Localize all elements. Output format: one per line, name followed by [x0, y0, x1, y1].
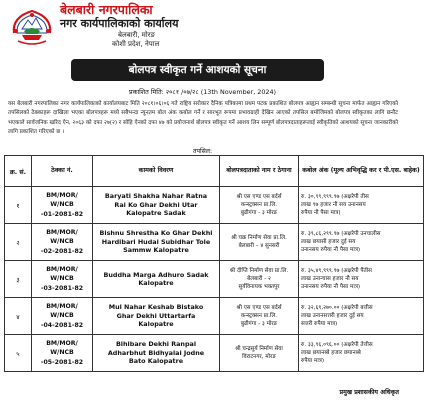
row-contract-no-line: BM/MOR/: [46, 191, 78, 199]
row-amount-line: सत्तरी रुपैया मात्र): [301, 321, 338, 328]
row-work-name: [93, 261, 220, 298]
table-row: [5, 187, 424, 224]
row-amount-line: रुपैया नौ पैसा मात्र): [301, 210, 341, 217]
row-work-name-line: Kalopatre: [138, 320, 174, 329]
row-amount-line: रु. ३०,९९,९९९.९७ (अक्षरेपी तीस: [301, 193, 369, 200]
row-contract-no: [32, 335, 93, 372]
row-sn: १: [5, 187, 32, 224]
row-amount-line: लाख उनानसत्तरी हजार दुई सय: [301, 312, 364, 319]
header-sn: क्र. सं.: [5, 156, 32, 187]
header-work-name: कामको विवरण: [93, 156, 220, 187]
row-work-name: [93, 335, 220, 372]
row-amount: [299, 298, 424, 335]
row-contract-no: [32, 261, 93, 298]
row-amount-line: रु. ३२,६९,२७०.०० (अक्षरेपी बत्तीस: [301, 304, 373, 311]
row-amount-line: लाख छयासी हजार दुई सय: [301, 238, 356, 245]
nepal-government-emblem-icon: [8, 3, 56, 47]
row-amount-line: लाख ९७ हजार नौ सय उनानसय: [301, 201, 366, 208]
office-location: बेलबारी, मोरङ: [118, 31, 156, 39]
table-header-row: [5, 156, 424, 187]
row-contract-no-line: W/NCB: [50, 201, 74, 209]
row-contract-no-line: W/NCB: [50, 312, 74, 320]
row-sn: २: [5, 224, 32, 261]
municipality-name: बेलबारी नगरपालिका: [60, 2, 153, 17]
row-work-name-line: Buddha Marga Adhuro Sadak: [103, 270, 209, 279]
row-work-name-line: Bihibare Dekhi Ranpal: [115, 340, 197, 349]
row-contract-no-line: BM/MOR/: [46, 302, 78, 310]
tender-table: [4, 155, 424, 372]
row-work-name-line: Rai Ko Ghar Dekhi Utar: [114, 200, 198, 209]
header-supplier: बोलपत्रदाताको नाम र ठेगाना: [220, 156, 299, 187]
notice-body-text: यस बेलबारी नगरपालिका नगर कार्यपालिकाको कार्यालयबाट मिति २०८१।०६।०६ गते राष्ट्रिय सरोकार दैनिक पत्रिकामा प्रथम पटक प्रकाशित बोलपत्र आह्वान सम्बन्धी सूचना मार्फत आह्वान गरिएको तपसिलको ठेक्काहरू दाखिला भएका बोलपत्रहरू मध्ये सबैभन्दा न्यूनतम बोल अंक कबोल गर्ने र सारभूत रूपमा प्रभावग्राही देखिन आएको तपसिल बमोजिमको बोलपत्र स्वीकृतका लागि छनौट भएकाले सार्वजनिक खरिद ऐन, २०६३ को दफा २७(२) र सोहि ऐनको दफा ४७ को प्रयोजनार्थ बोलपत्र स्वीकृत गर्ने आशय लिन सम्पूर्ण बोलपत्रदाताहरूलाई स्वीकृतिको आशयको सूचना जानकारीको लागि प्रकाशित गरिएको छ ।: [8, 101, 398, 135]
row-supplier-line: बुढीगंगा - ३ मोरङ: [240, 321, 278, 328]
row-work-name-line: Sammw Kalopatre: [123, 246, 189, 255]
row-amount-line: उनानसय रुपैया नौ पैसा मात्र): [301, 284, 361, 291]
row-supplier: [220, 224, 299, 261]
letterhead-text: [60, 0, 320, 49]
row-work-name-line: Adharbhut Bidhyalai Jodne: [107, 348, 205, 357]
row-work-name: [93, 224, 220, 261]
row-amount: [299, 335, 424, 372]
row-supplier-line: कन्स्ट्रक्सन प्रा.लि.: [240, 201, 278, 208]
row-supplier-line: विराटनगर, मोरङ: [242, 354, 276, 360]
table-row: [5, 335, 424, 372]
row-supplier-line: सुर्यविनायक भक्तपुर: [238, 284, 280, 291]
row-contract-no: [32, 187, 93, 224]
office-name: नगर कार्यपालिकाको कार्यालय: [60, 17, 179, 30]
row-amount-line: रुपैया मात्र): [301, 358, 325, 365]
row-sn: ३: [5, 261, 32, 298]
letterhead: [0, 0, 405, 56]
row-supplier-line: श्री एस एण्ड एस बर्दर्स: [236, 193, 282, 200]
details-label: तपसिल:: [192, 148, 213, 155]
header-amount: कबोल अंक (मूल्य अभिवृद्धि कर र पी.एस. बाहेक): [299, 156, 424, 187]
table-row: [5, 224, 424, 261]
row-contract-no-line: -01-2081-82: [40, 210, 84, 218]
row-supplier-line: श्री चन्द्रसुर्य निर्माण सेवा: [235, 345, 283, 352]
row-contract-no-line: -02-2081-82: [40, 247, 84, 255]
row-contract-no-line: BM/MOR/: [46, 265, 78, 273]
row-contract-no-line: -04-2081-82: [40, 321, 84, 329]
province-name: कोशी प्रदेश, नेपाल: [112, 40, 160, 48]
row-amount-line: रु. ३३,९६,०९६.०० (अक्षरेपी तेत्तीस: [301, 341, 373, 348]
row-supplier: [220, 261, 299, 298]
row-amount-line: रु. ३५,४९,९९९.९७ (अक्षरेपी पैंतीस: [301, 267, 372, 274]
row-amount-line: लाख उनान्चास हजार नौ सय: [301, 275, 359, 282]
signature-title: प्रमुख प्रशासकीय अधिकृत: [339, 389, 399, 396]
row-amount-line: उनानसय रुपैया नौ पैसा मात्र): [301, 247, 361, 254]
row-work-name: [93, 187, 220, 224]
row-amount: [299, 224, 424, 261]
row-supplier: [220, 187, 299, 224]
table-row: [5, 261, 424, 298]
publication-date: प्रकाशित मिति: २०८१ /०७/२८ (13th November, 2024): [128, 88, 277, 96]
row-work-name-line: Bishnu Shrestha Ko Ghar Dekhi: [99, 229, 213, 238]
row-supplier-line: बुढीगंगा - ३ मोरङ: [240, 210, 278, 217]
header-contract-no: ठेक्का नं.: [32, 156, 93, 187]
row-supplier-line: बेलबारी – ४ सुनसरी: [238, 243, 280, 249]
table-row: [5, 298, 424, 335]
row-contract-no-line: -03-2081-82: [40, 284, 84, 292]
row-contract-no-line: BM/MOR/: [46, 228, 78, 236]
row-contract-no: [32, 224, 93, 261]
row-amount: [299, 187, 424, 224]
row-sn: ४: [5, 298, 32, 335]
row-supplier-line: बेलबारी - २: [247, 275, 271, 282]
notice-title-banner: बोलपत्र स्वीकृत गर्ने आशयको सूचना: [71, 59, 324, 81]
table-body: [5, 187, 424, 372]
row-work-name-line: Kalopatre Sadak: [126, 209, 186, 218]
row-work-name-line: Ghar Dekhi Uttartarfa: [116, 311, 196, 320]
row-work-name: [93, 298, 220, 335]
row-contract-no-line: W/NCB: [50, 238, 74, 246]
row-supplier-line: श्री चक्र निर्माण सेवा प्रा.लि.: [231, 234, 287, 241]
row-contract-no-line: -05-2081-82: [40, 358, 84, 366]
row-contract-no-line: W/NCB: [50, 275, 74, 283]
row-contract-no: [32, 298, 93, 335]
row-supplier-line: श्री एस एण्ड एस बर्दर्स: [236, 304, 282, 311]
row-work-name-line: Hardibari Hudai Subidhar Tole: [101, 237, 211, 246]
row-supplier-line: कन्स्ट्रक्सन प्रा.लि.: [240, 312, 278, 319]
row-supplier: [220, 335, 299, 372]
row-work-name-line: Kalopatre: [138, 279, 174, 287]
row-contract-no-line: W/NCB: [50, 349, 74, 357]
row-work-name-line: Baryati Shakha Nahar Ratna: [104, 192, 208, 201]
row-amount-line: रु. ३९,८६,२९९.९७ (अक्षरेपी उनचालीस: [301, 230, 381, 237]
row-supplier: [220, 298, 299, 335]
row-supplier-line: श्री दीप्ति निर्माण सेवा प्रा.लि.: [229, 267, 289, 274]
row-work-name-line: Bato Kalopatre: [128, 357, 184, 366]
row-sn: ५: [5, 335, 32, 372]
row-amount-line: लाख छयानब्बे हजार छयानब्बे: [301, 349, 361, 356]
row-work-name-line: Mul Nahar Keshab Bistako: [108, 303, 204, 312]
row-amount: [299, 261, 424, 298]
row-contract-no-line: BM/MOR/: [46, 339, 78, 347]
